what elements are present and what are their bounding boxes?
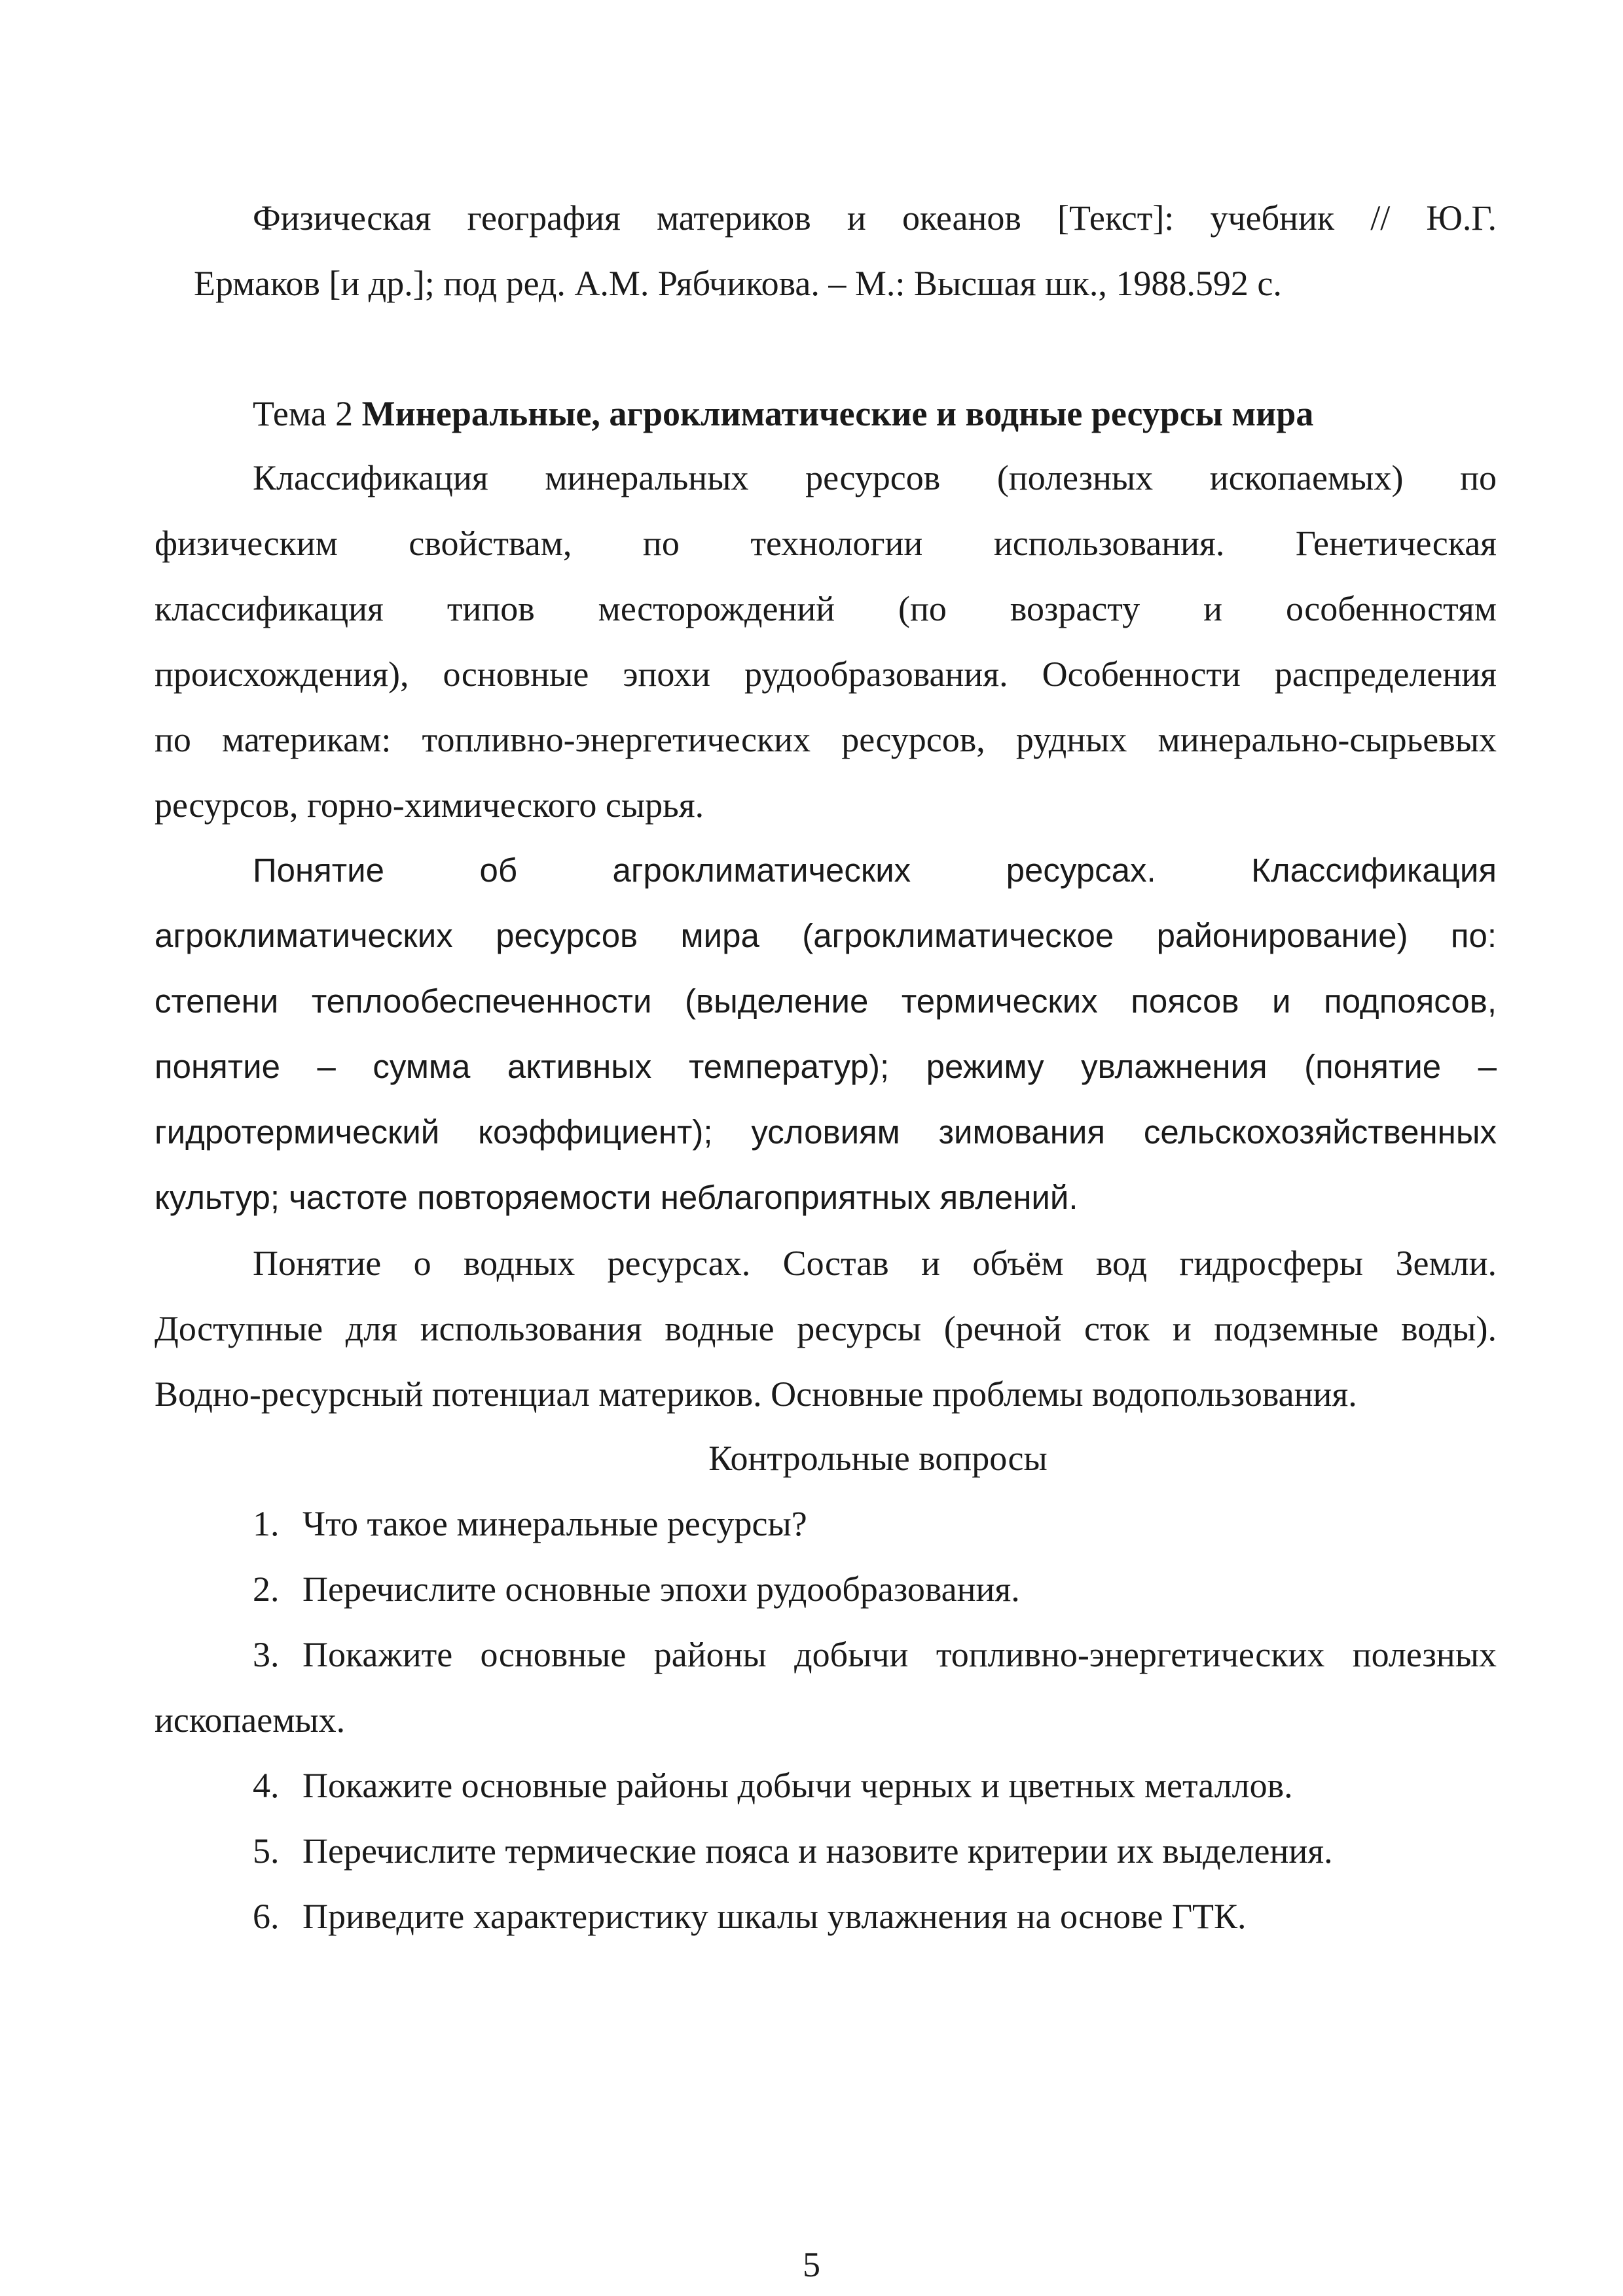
paragraph-line: происхождения), основные эпохи рудообразования. Особенности распределения	[155, 655, 1497, 694]
paragraph-line: Понятие об агроклиматических ресурсах. Классификация	[253, 852, 1497, 889]
paragraph-line: Доступные для использования водные ресурсы (речной сток и подземные воды).	[155, 1309, 1497, 1348]
paragraph-line: культур; частоте повторяемости неблагоприятных явлений.	[155, 1179, 1078, 1216]
paragraph-line: Классификация минеральных ресурсов (полезных ископаемых) по	[253, 458, 1497, 497]
question-item	[253, 1828, 1497, 1874]
question-text: Что такое минеральные ресурсы?	[302, 1504, 807, 1543]
question-number: 4.	[253, 1766, 280, 1805]
topic-prefix: Тема 2	[253, 394, 354, 433]
question-item	[253, 1893, 1497, 1939]
paragraph-line: степени теплообеспеченности (выделение термических поясов и подпоясов,	[155, 982, 1497, 1020]
paragraph-line: Понятие о водных ресурсах. Состав и объём вод гидросферы Земли.	[253, 1244, 1497, 1283]
reference-line: Физическая география материков и океанов [Текст]: учебник // Ю.Г.	[253, 198, 1497, 238]
question-number: 3.	[253, 1635, 280, 1674]
question-continuation: ископаемых.	[155, 1700, 346, 1740]
paragraph-line: ресурсов, горно-химического сырья.	[155, 785, 704, 825]
paragraph-line: классификация типов месторождений (по возрасту и особенностям	[155, 589, 1497, 628]
question-item	[253, 1632, 1497, 1677]
topic-title-line	[253, 391, 1497, 437]
paragraph-line: агроклиматических ресурсов мира (агроклиматическое районирование) по:	[155, 917, 1497, 954]
question-number: 5.	[253, 1831, 280, 1871]
paragraph-line: по материкам: топливно-энергетических ресурсов, рудных минерально-сырьевых	[155, 720, 1497, 759]
question-text: Покажите основные районы добычи черных и цветных металлов.	[302, 1766, 1293, 1805]
question-number: 1.	[253, 1504, 280, 1543]
paragraph-line: понятие – сумма активных температур); режиму увлажнения (понятие –	[155, 1048, 1497, 1085]
paragraph-line: физическим свойствам, по технологии использования. Генетическая	[155, 524, 1497, 563]
question-number: 6.	[253, 1897, 280, 1936]
question-text: Перечислите термические пояса и назовите критерии их выделения.	[302, 1831, 1333, 1871]
paragraph-line: гидротермический коэффициент); условиям зимования сельскохозяйственных	[155, 1113, 1497, 1151]
question-item	[253, 1763, 1497, 1808]
question-item	[253, 1501, 1497, 1547]
page-number: 5	[803, 2245, 820, 2284]
question-text: Перечислите основные эпохи рудообразования.	[302, 1570, 1020, 1609]
reference-line: Ермаков [и др.]; под ред. А.М. Рябчикова. – М.: Высшая шк., 1988.592 с.	[194, 264, 1282, 303]
topic-title: Минеральные, агроклиматические и водные ресурсы мира	[361, 394, 1314, 433]
question-text: Покажите основные районы добычи топливно-энергетических полезных	[302, 1635, 1497, 1674]
question-number: 2.	[253, 1570, 280, 1609]
question-item	[253, 1566, 1497, 1612]
question-text: Приведите характеристику шкалы увлажнения на основе ГТК.	[302, 1897, 1247, 1936]
paragraph-line: Водно-ресурсный потенциал материков. Основные проблемы водопользования.	[155, 1374, 1357, 1414]
questions-heading: Контрольные вопросы	[708, 1439, 1048, 1478]
